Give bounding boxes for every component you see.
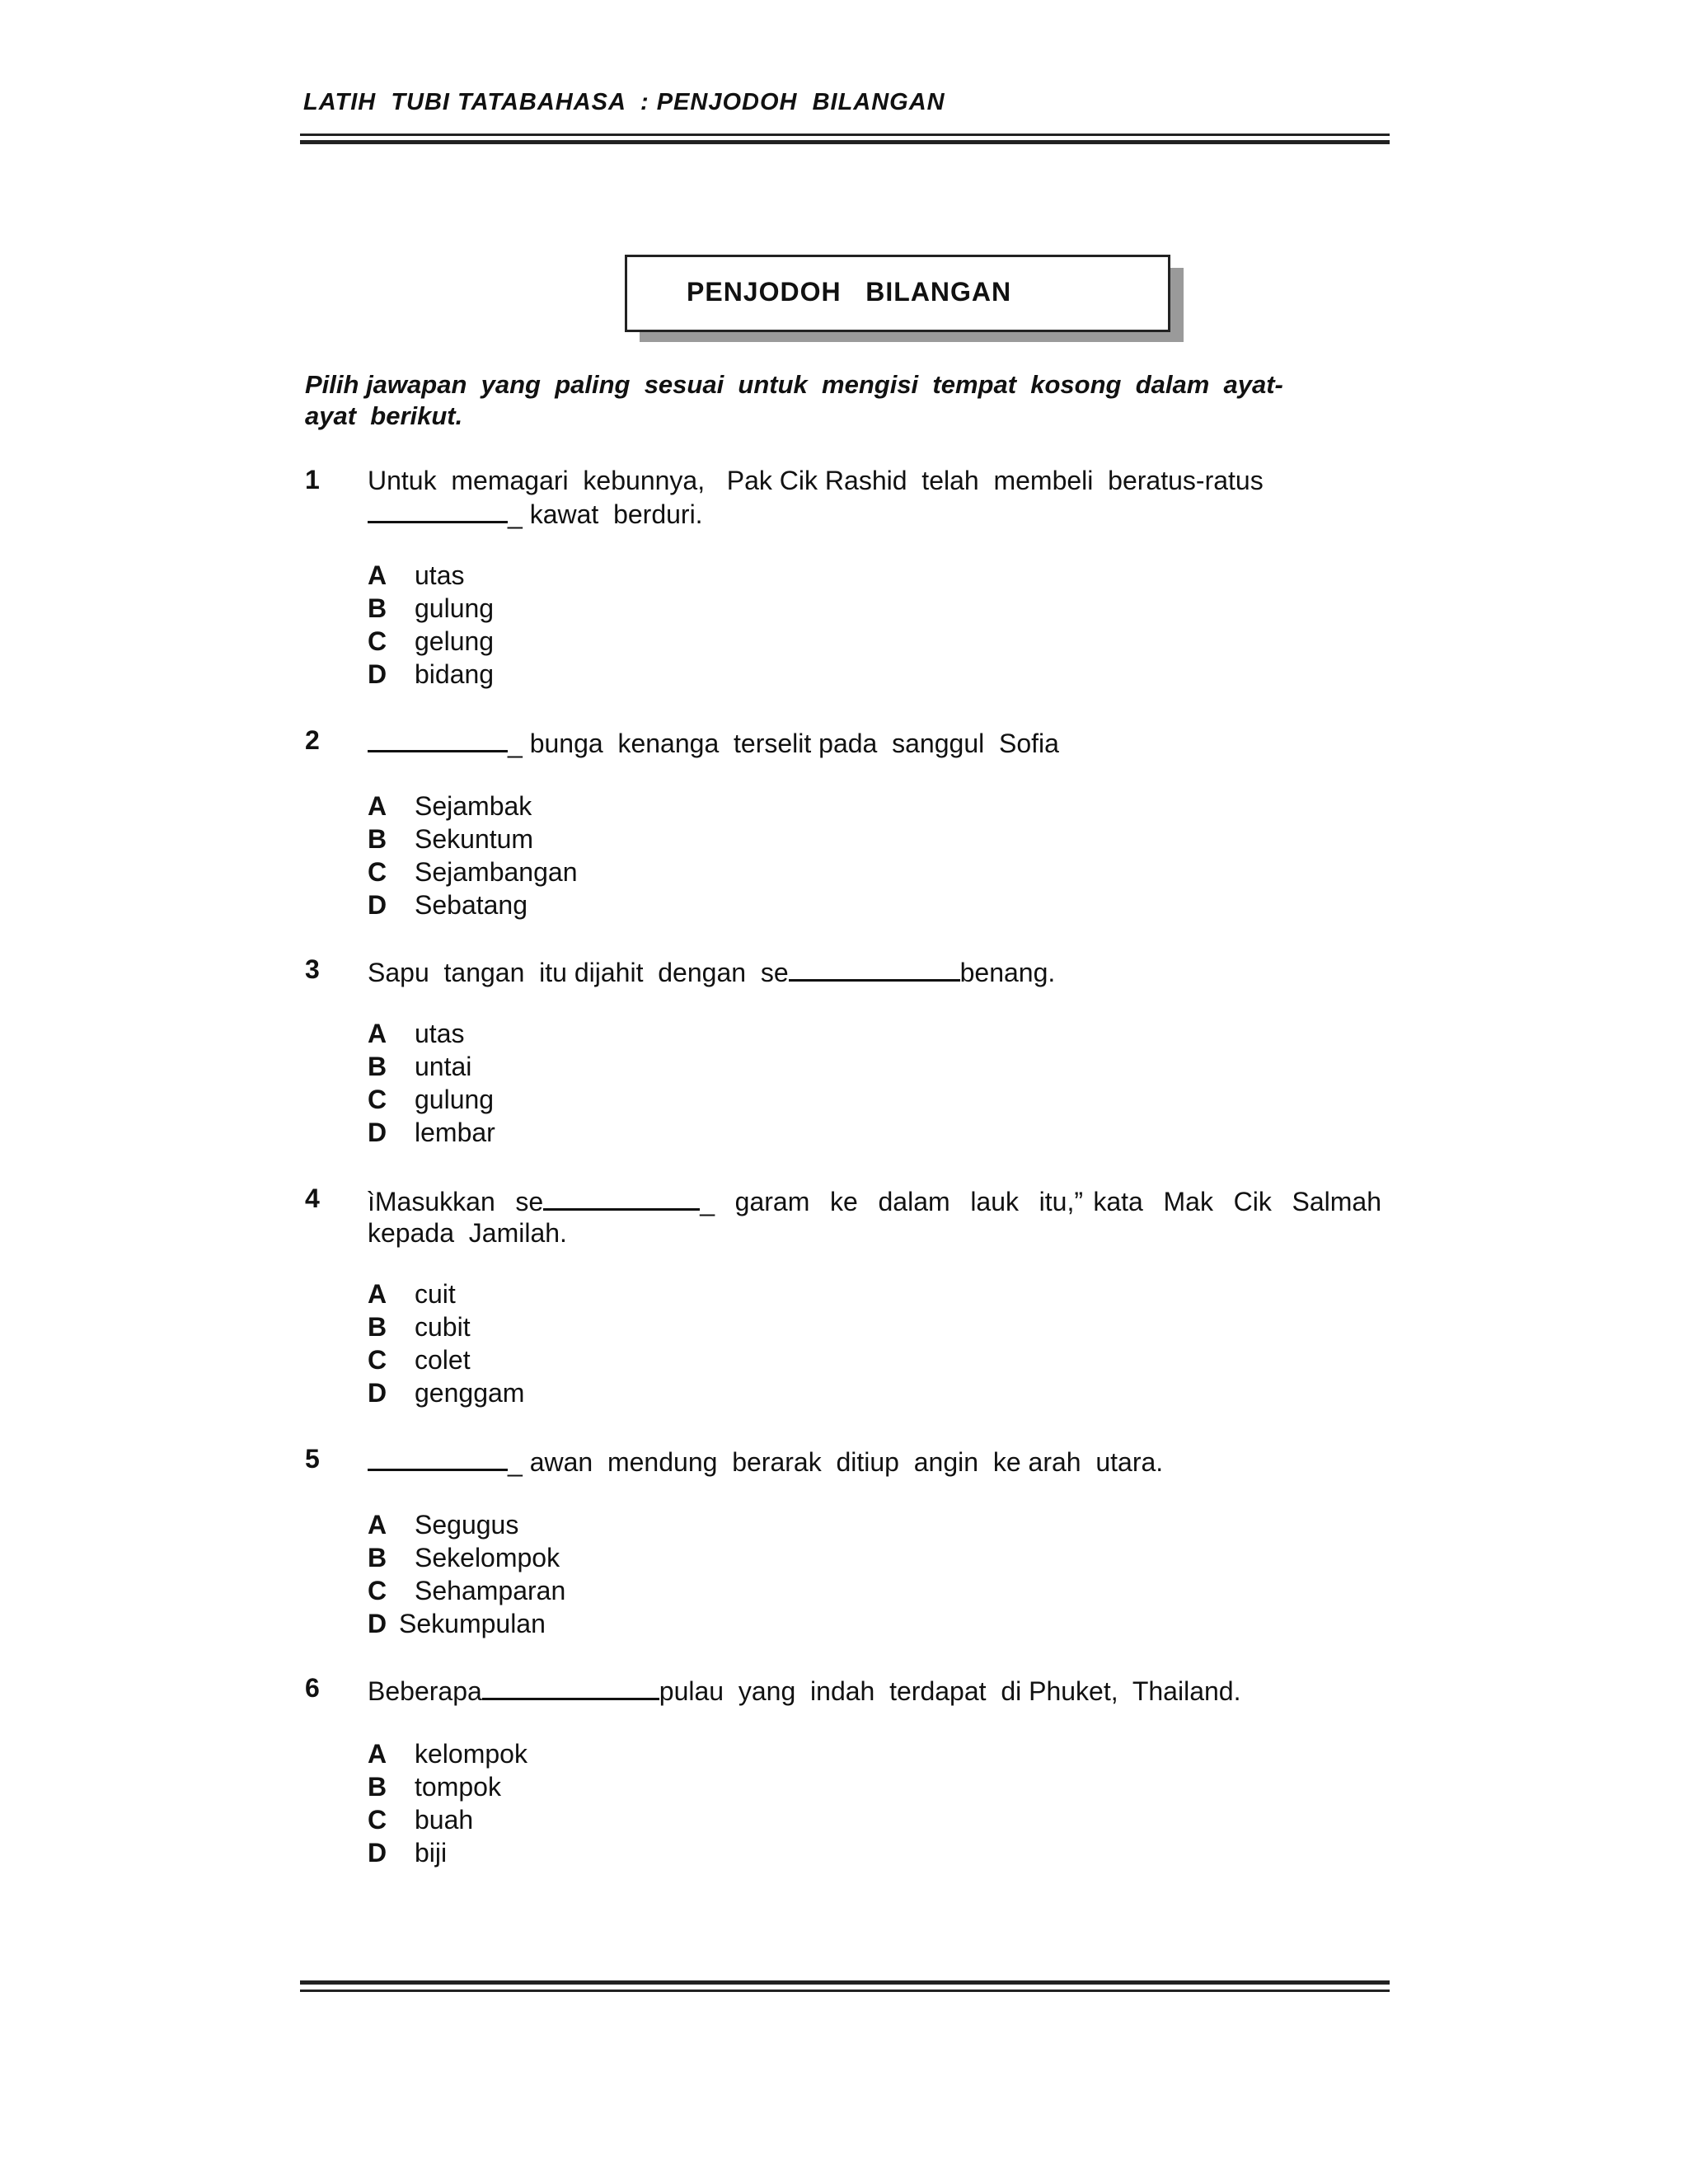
option-d <box>368 888 577 921</box>
option-a <box>368 559 494 592</box>
option-letter: C <box>368 1805 387 1835</box>
header-rule-thin <box>300 134 1390 136</box>
section-title: PENJODOH BILANGAN <box>687 277 1012 307</box>
option-text: lembar <box>415 1118 495 1147</box>
footer-rule-thick <box>300 1980 1390 1985</box>
option-text: gulung <box>415 1085 495 1114</box>
option-text: untai <box>415 1052 472 1081</box>
question-number: 4 <box>305 1183 320 1213</box>
option-a <box>368 1017 495 1050</box>
option-letter: A <box>368 1510 387 1540</box>
question-number: 1 <box>305 465 320 494</box>
options-list <box>368 1017 495 1149</box>
option-letter: D <box>368 1378 387 1408</box>
blank-suffix: _ <box>508 729 523 758</box>
option-letter: C <box>368 1576 387 1605</box>
question-text-before: Untuk memagari kebunnya, Pak Cik Rashid telah membeli beratus-ratus <box>368 466 1264 495</box>
option-letter: D <box>368 1838 387 1868</box>
option-letter: D <box>368 890 387 920</box>
blank-suffix: _ <box>508 499 523 529</box>
instructions-line-1: Pilih jawapan yang paling sesuai untuk mengisi tempat kosong dalam ayat- <box>305 370 1283 399</box>
option-letter: B <box>368 1772 387 1802</box>
question-text-after: kawat berduri. <box>522 499 703 529</box>
option-a <box>368 790 577 823</box>
question-text <box>368 1183 1381 1249</box>
question-text <box>368 725 1381 759</box>
instructions <box>305 369 1343 432</box>
question-text-before: Beberapa <box>368 1676 482 1706</box>
option-text: Sekuntum <box>415 824 534 854</box>
option-b <box>368 592 494 625</box>
option-text: Sekumpulan <box>399 1609 546 1638</box>
option-d <box>368 1116 495 1149</box>
option-letter: C <box>368 626 387 656</box>
title-box <box>625 255 1170 332</box>
options-list <box>368 559 494 691</box>
option-letter: C <box>368 1085 387 1114</box>
question-text <box>368 1673 1381 1707</box>
question-text-before: ìMasukkan se <box>368 1187 544 1216</box>
option-b <box>368 823 577 855</box>
option-d <box>368 658 494 691</box>
option-b <box>368 1310 524 1343</box>
option-b <box>368 1770 528 1803</box>
blank-suffix: _ <box>700 1187 715 1216</box>
option-text: utas <box>415 560 465 590</box>
option-letter: A <box>368 560 387 590</box>
answer-blank <box>368 725 508 752</box>
option-d <box>368 1836 528 1869</box>
option-text: Sebatang <box>415 890 528 920</box>
question-number: 6 <box>305 1673 320 1703</box>
question-text-after: pulau yang indah terdapat di Phuket, Thailand. <box>659 1676 1241 1706</box>
option-letter: A <box>368 1739 387 1769</box>
option-text: utas <box>415 1019 465 1048</box>
option-text: biji <box>415 1838 448 1868</box>
option-text: Sekelompok <box>415 1543 560 1572</box>
option-text: bidang <box>415 659 495 689</box>
option-c <box>368 625 494 658</box>
running-header: LATIH TUBI TATABAHASA : PENJODOH BILANGAN <box>303 89 945 115</box>
question-text-after: bunga kenanga terselit pada sanggul Sofia <box>522 729 1059 758</box>
option-letter: A <box>368 1019 387 1048</box>
question-text-line-2: kepada Jamilah. <box>368 1218 567 1248</box>
option-letter: B <box>368 1543 387 1572</box>
option-b <box>368 1541 565 1574</box>
option-letter: C <box>368 1345 387 1375</box>
option-c <box>368 1803 528 1836</box>
question-text <box>368 1444 1381 1478</box>
option-text: Sejambangan <box>415 857 578 887</box>
option-letter: B <box>368 1312 387 1342</box>
option-text: gulung <box>415 593 495 623</box>
option-d <box>368 1376 524 1409</box>
option-c <box>368 1343 524 1376</box>
options-list <box>368 790 577 921</box>
answer-blank <box>482 1673 659 1700</box>
option-c <box>368 1574 565 1607</box>
option-b <box>368 1050 495 1083</box>
question-number: 2 <box>305 725 320 755</box>
option-text: kelompok <box>415 1739 528 1769</box>
question-text-before: Sapu tangan itu dijahit dengan se <box>368 958 789 987</box>
option-text: gelung <box>415 626 495 656</box>
option-letter: A <box>368 1279 387 1309</box>
question-number: 3 <box>305 954 320 984</box>
option-letter: B <box>368 824 387 854</box>
option-c <box>368 1083 495 1116</box>
options-list <box>368 1508 565 1640</box>
option-text: colet <box>415 1345 471 1375</box>
answer-blank <box>368 1444 508 1471</box>
option-text: cubit <box>415 1312 471 1342</box>
question-text-after: garam ke dalam lauk itu,” kata Mak Cik Salmah <box>715 1187 1382 1216</box>
question-number: 5 <box>305 1444 320 1474</box>
option-letter: B <box>368 593 387 623</box>
blank-suffix: _ <box>508 1447 523 1477</box>
option-letter: D <box>368 1118 387 1147</box>
question-text-after: awan mendung berarak ditiup angin ke arah utara. <box>522 1447 1164 1477</box>
question-text-after: benang. <box>959 958 1056 987</box>
footer-rule-thin <box>300 1990 1390 1992</box>
option-a <box>368 1737 528 1770</box>
option-letter: D <box>368 1609 387 1638</box>
option-text: cuit <box>415 1279 456 1309</box>
instructions-line-2: ayat berikut. <box>305 401 463 430</box>
answer-blank <box>789 954 960 982</box>
option-text: Sejambak <box>415 791 532 821</box>
question-text <box>368 954 1381 988</box>
option-letter: C <box>368 857 387 887</box>
option-letter: A <box>368 791 387 821</box>
question-text <box>368 465 1381 530</box>
option-c <box>368 855 577 888</box>
option-a <box>368 1277 524 1310</box>
option-text: Segugus <box>415 1510 519 1540</box>
answer-blank <box>368 496 508 523</box>
options-list <box>368 1737 528 1869</box>
option-a <box>368 1508 565 1541</box>
answer-blank <box>543 1183 700 1211</box>
header-rule-thick <box>300 140 1390 144</box>
option-letter: B <box>368 1052 387 1081</box>
option-text: tompok <box>415 1772 501 1802</box>
option-text: Sehamparan <box>415 1576 566 1605</box>
options-list <box>368 1277 524 1409</box>
option-text: buah <box>415 1805 474 1835</box>
option-d <box>368 1607 565 1640</box>
option-text: genggam <box>415 1378 525 1408</box>
option-letter: D <box>368 659 387 689</box>
